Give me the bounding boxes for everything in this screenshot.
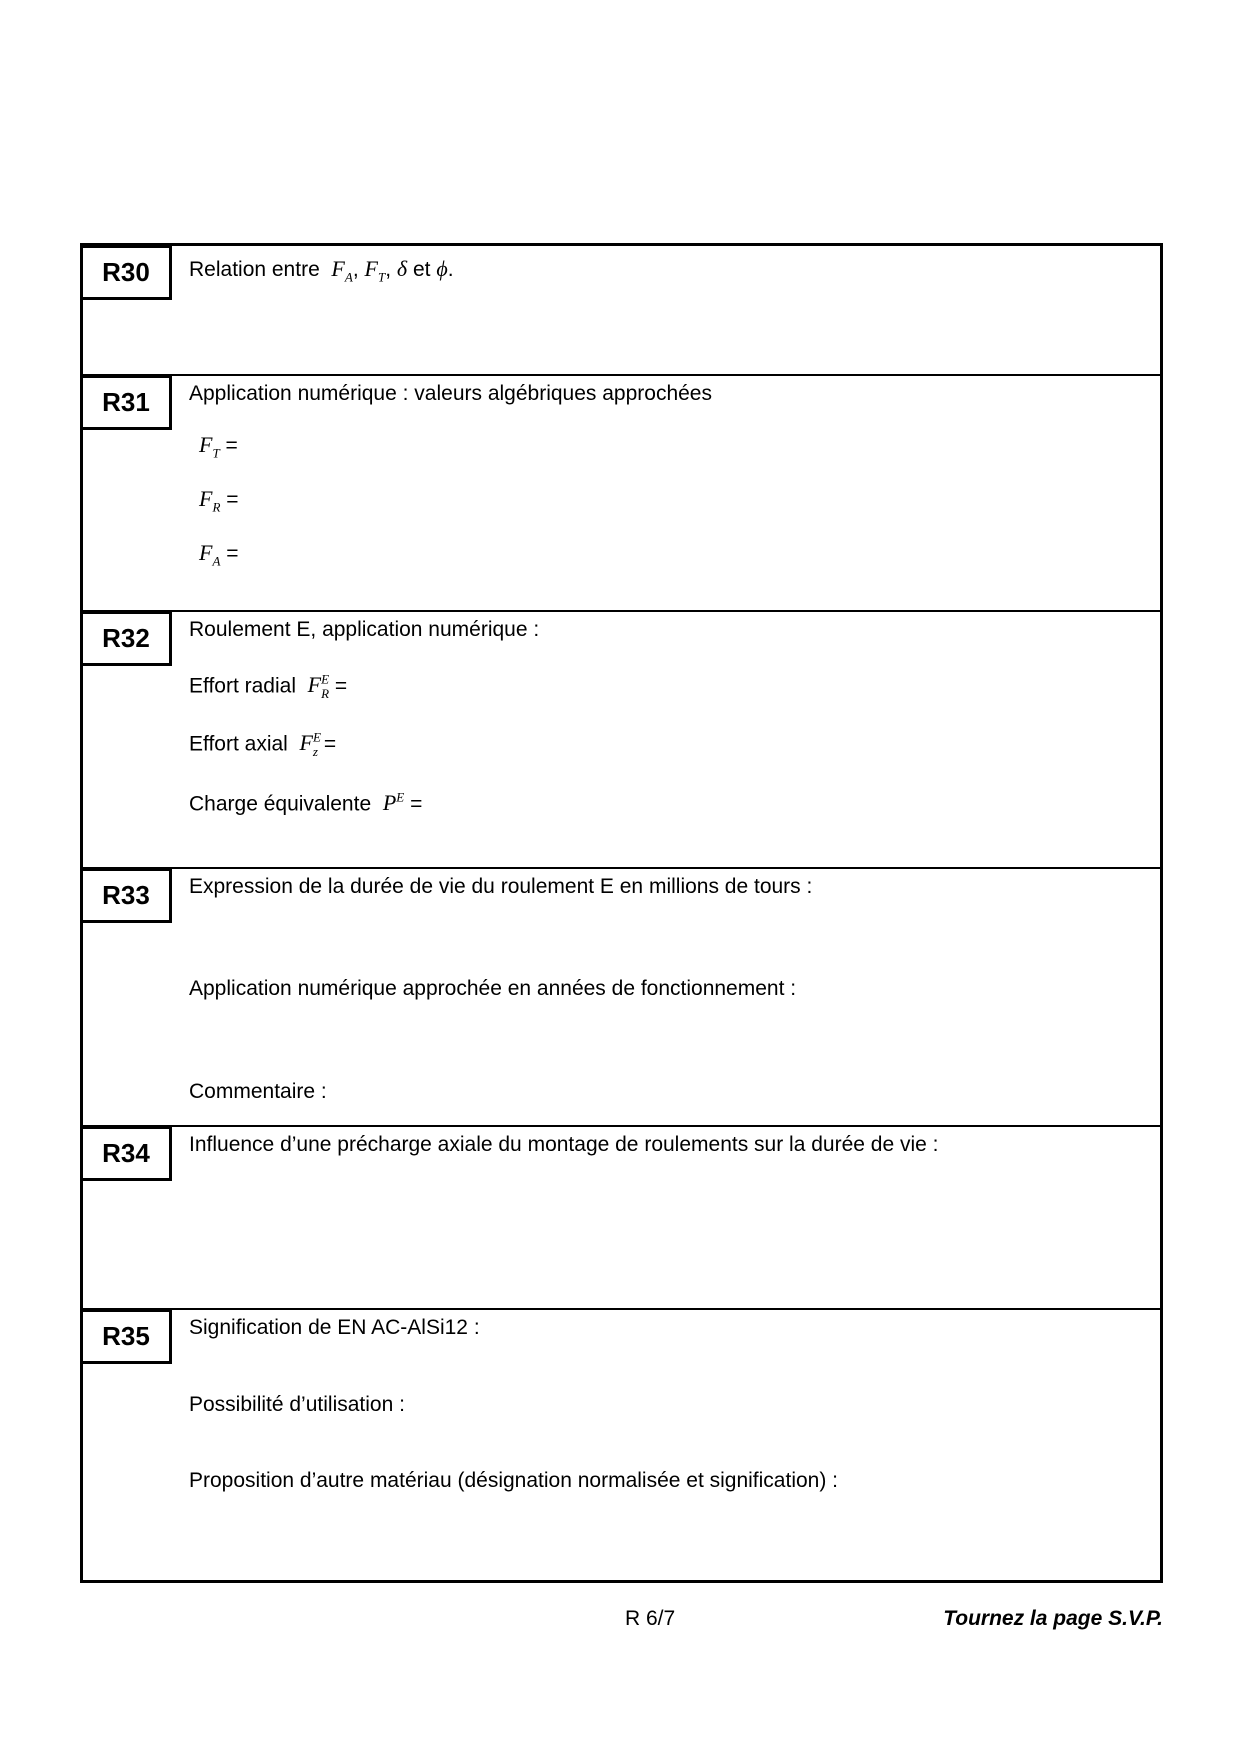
section-r30 (83, 246, 1160, 374)
r35-line-3: Proposition d’autre matériau (désignation normalisée et signification) : (189, 1469, 839, 1492)
r31-line-FA: $F_A$ = (199, 540, 239, 569)
page-number: R 6/7 (625, 1607, 676, 1630)
section-r35 (83, 1308, 1160, 1582)
question-code: R32 (80, 611, 172, 666)
question-code: R35 (80, 1309, 172, 1364)
r31-title: Application numérique : valeurs algébriques approchées (189, 382, 712, 405)
r32-title: Roulement E, application numérique : (189, 618, 540, 641)
r31-line-FT: $F_T$ = (199, 432, 238, 461)
turn-page-note: Tournez la page S.V.P. (943, 1607, 1163, 1630)
r34-line-1: Influence d’une précharge axiale du montage de roulements sur la durée de vie : (189, 1133, 939, 1156)
r35-line-1: Signification de EN AC-AlSi12 : (189, 1316, 480, 1339)
r33-line-2: Application numérique approchée en années de fonctionnement : (189, 977, 797, 1000)
question-code: R31 (80, 375, 172, 430)
symbol-phi: ϕ (436, 256, 448, 281)
answer-sheet (80, 243, 1163, 1583)
question-code: R30 (80, 245, 172, 300)
section-r32 (83, 610, 1160, 869)
section-r31 (83, 374, 1160, 612)
r30-relation-line: Relation entre $F_A$, $F_T$, δ et ϕ. (189, 256, 454, 285)
r32-charge-line: Charge équivalente $P^E$ = (189, 790, 423, 816)
r35-line-2: Possibilité d’utilisation : (189, 1393, 405, 1416)
r32-axial-line: Effort axial $F^E_z$ = (189, 730, 337, 759)
question-code: R34 (80, 1126, 172, 1181)
question-code: R33 (80, 868, 172, 923)
r33-line-3: Commentaire : (189, 1080, 327, 1103)
r31-line-FR: $F_R$ = (199, 486, 239, 515)
symbol-delta: δ (396, 256, 408, 281)
r30-label: Relation entre (189, 258, 320, 281)
symbol-F-T: $F_T$ (364, 256, 386, 285)
section-r33 (83, 867, 1160, 1127)
section-r34 (83, 1125, 1160, 1310)
r32-radial-line: Effort radial $F^E_R$ = (189, 672, 348, 701)
symbol-F-A: $F_A$ (331, 256, 353, 285)
r33-line-1: Expression de la durée de vie du roulement E en millions de tours : (189, 875, 813, 898)
